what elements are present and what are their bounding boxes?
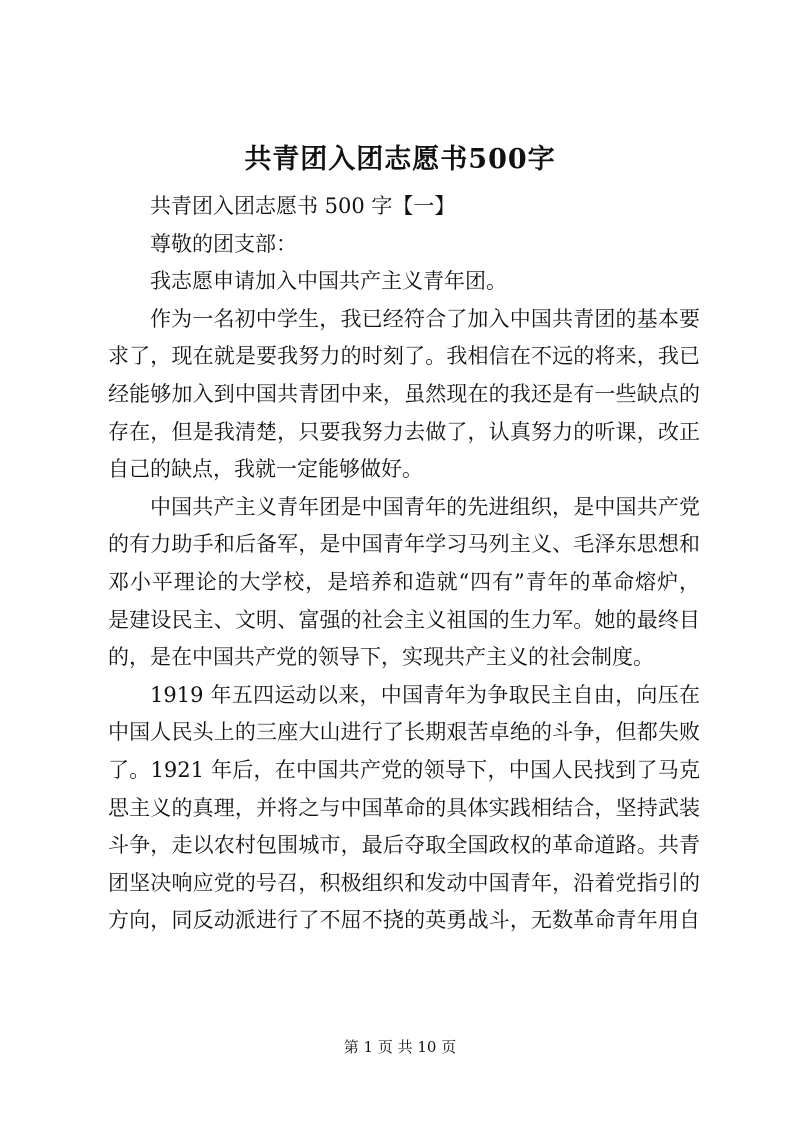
paragraph-line: 思主义的真理，并将之与中国革命的具体实践相结合，坚持武装	[108, 795, 700, 820]
paragraph-line: 中国共产主义青年团是中国青年的先进组织，是中国共产党	[150, 494, 700, 519]
paragraph-line: 经能够加入到中国共青团中来，虽然现在的我还是有一些缺点的	[108, 381, 700, 406]
paragraph-line: 是建设民主、文明、富强的社会主义祖国的生力军。她的最终目	[108, 607, 700, 632]
paragraph-line: 方向，同反动派进行了不屈不挠的英勇战斗，无数革命青年用自	[108, 908, 700, 933]
paragraph-line: 斗争，走以农村包围城市，最后夺取全国政权的革命道路。共青	[108, 833, 700, 858]
paragraph-line: 自己的缺点，我就一定能够做好。	[108, 457, 423, 482]
paragraph-line: 的，是在中国共产党的领导下，实现共产主义的社会制度。	[108, 645, 654, 670]
paragraph-line: 的有力助手和后备军，是中国青年学习马列主义、毛泽东思想和	[108, 532, 700, 557]
paragraph-line: 邓小平理论的大学校，是培养和造就“四有”青年的革命熔炉，	[108, 569, 700, 594]
subtitle-line: 共青团入团志愿书 500 字【一】	[150, 194, 456, 218]
paragraph-line: 我志愿申请加入中国共产主义青年团。	[150, 269, 507, 294]
salutation-line: 尊敬的团支部：	[150, 231, 297, 256]
page-number-footer: 第 1 页 共 10 页	[343, 1038, 457, 1056]
paragraph-line: 团坚决响应党的号召，积极组织和发动中国青年，沿着党指引的	[108, 870, 700, 895]
paragraph-line: 存在，但是我清楚，只要我努力去做了，认真努力的听课，改正	[108, 419, 700, 444]
document-body	[108, 188, 700, 940]
document-title: 共青团入团志愿书500字	[244, 144, 556, 175]
paragraph-line: 求了，现在就是要我努力的时刻了。我相信在不远的将来，我已	[108, 344, 700, 369]
paragraph-line: 作为一名初中学生，我已经符合了加入中国共青团的基本要	[150, 306, 700, 331]
paragraph-line: 1919 年五四运动以来，中国青年为争取民主自由，向压在	[150, 682, 700, 707]
paragraph-line: 了。1921 年后，在中国共产党的领导下，中国人民找到了马克	[108, 757, 700, 782]
paragraph-line: 中国人民头上的三座大山进行了长期艰苦卓绝的斗争，但都失败	[108, 720, 700, 745]
